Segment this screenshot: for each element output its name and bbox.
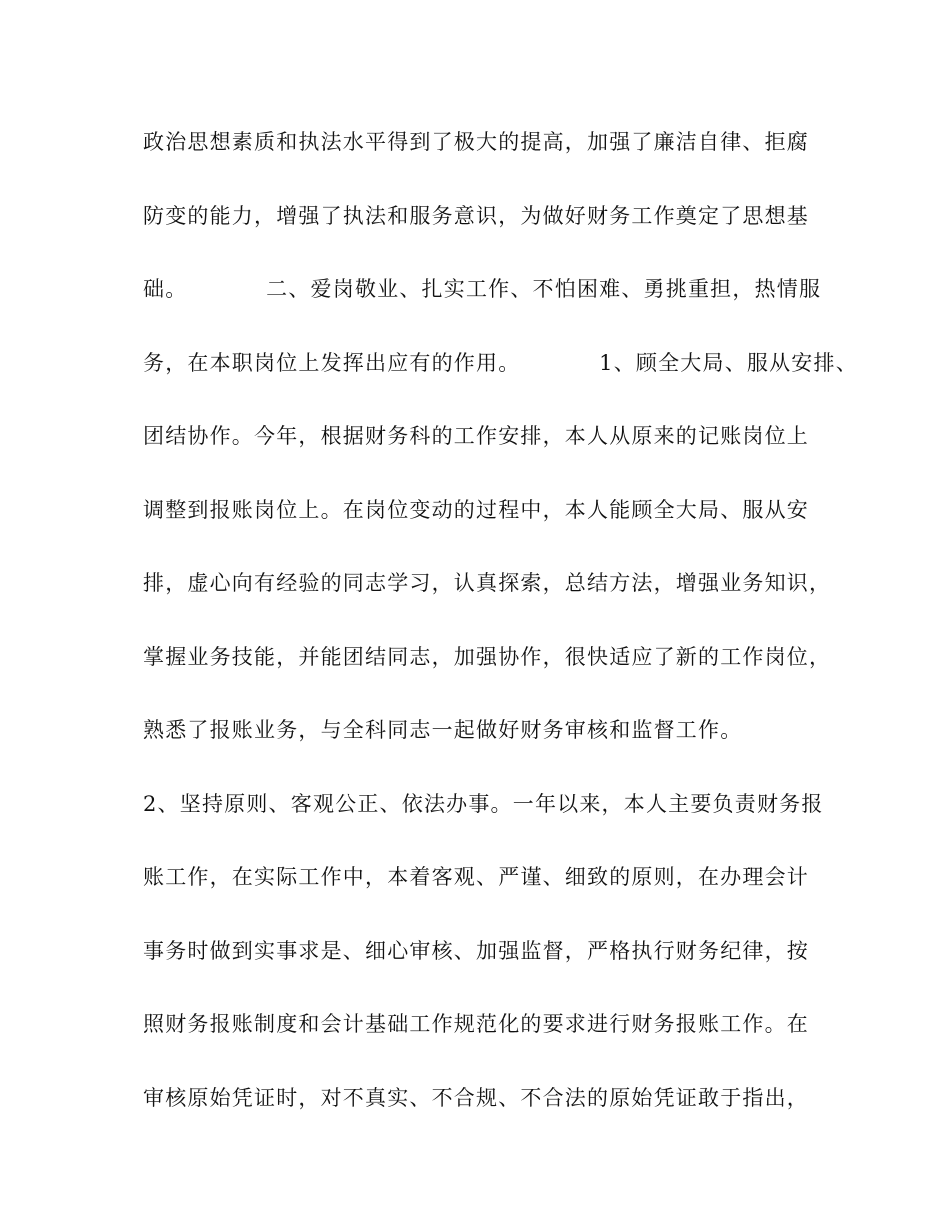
text-line-14: 审核原始凭证时，对不真实、不合规、不合法的原始凭证敢于指出，: [143, 1085, 809, 1110]
text-line-13: 照财务报账制度和会计基础工作规范化的要求进行财务报账工作。在: [143, 1012, 809, 1036]
text-line-12: 事务时做到实事求是、细心审核、加强监督，严格执行财务纪律，按: [143, 938, 809, 963]
body-text: [143, 120, 858, 1149]
text-line-3: 础。 二、爱岗敬业、扎实工作、不怕困难、勇挑重担，热情服: [143, 277, 822, 301]
text-line-10: 2、坚持原则、客观公正、依法办事。一年以来，本人主要负责财务报: [143, 791, 824, 816]
text-line-8: 掌握业务技能，并能团结同志，加强协作，很快适应了新的工作岗位，: [143, 644, 832, 669]
text-line-11: 账工作，在实际工作中，本着客观、严谨、细致的原则，在办理会计: [143, 865, 809, 889]
text-line-1: 政治思想素质和执法水平得到了极大的提高，加强了廉洁自律、拒腐: [143, 130, 809, 154]
text-line-7: 排，虚心向有经验的同志学习，认真探索，总结方法，增强业务知识，: [143, 571, 832, 595]
text-line-9: 熟悉了报账业务，与全科同志一起做好财务审核和监督工作。: [143, 718, 743, 742]
text-line-6: 调整到报账岗位上。在岗位变动的过程中，本人能顾全大局、服从安: [143, 497, 809, 522]
text-line-5: 团结协作。今年，根据财务科的工作安排，本人从原来的记账岗位上: [143, 424, 809, 448]
text-line-2: 防变的能力，增强了执法和服务意识，为做好财务工作奠定了思想基: [143, 203, 809, 228]
text-line-4: 务，在本职岗位上发挥出应有的作用。 1、顾全大局、服从安排、: [143, 350, 858, 375]
